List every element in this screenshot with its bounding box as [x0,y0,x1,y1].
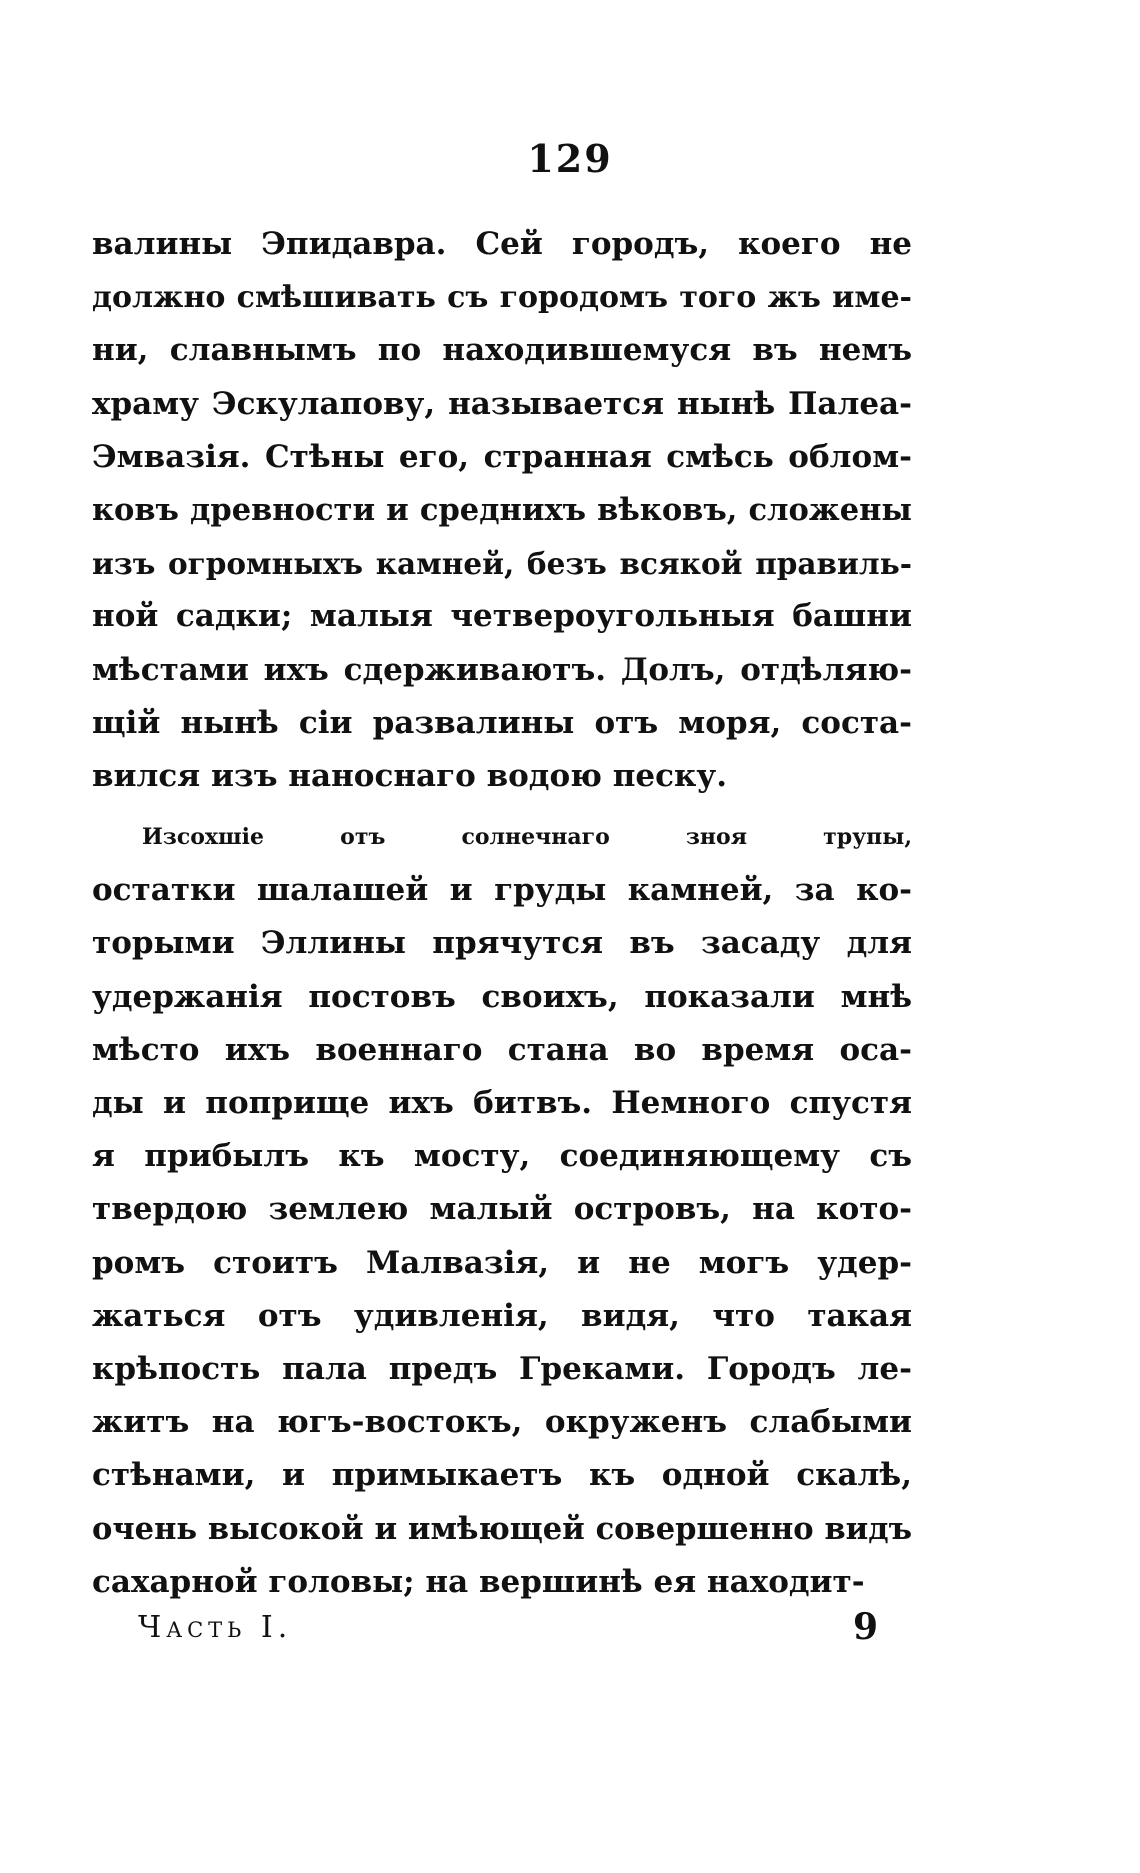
text-line: Эмвазія. Стѣны его, странная смѣсь облом- [92,438,912,475]
text-line: изъ огромныхъ камней, безъ всякой правиль- [92,546,912,582]
text-line: Изсохшіе отъ солнечнаго зноя трупы, [142,824,912,851]
text-body [92,218,912,1609]
text-line: щій нынѣ сіи развалины отъ моря, соста- [92,704,912,741]
text-line: ной садки; малыя четвероугольныя башни [92,598,912,635]
text-line: житъ на югъ-востокъ, окруженъ слабыми [92,1404,912,1441]
page-footer [138,1606,878,1660]
text-line: сахарной головы; на вершинѣ ея находит- [92,1563,865,1600]
text-line: ни, славнымъ по находившемуся въ немъ [92,332,912,369]
text-line: я прибылъ къ мосту, соединяющему съ [92,1138,912,1175]
text-line: храму Эскулапову, называется нынѣ Палеа- [92,385,912,422]
text-line: мѣсто ихъ военнаго стана во время оса- [92,1031,912,1068]
text-line: жаться отъ удивленія, видя, что такая [92,1297,912,1334]
text-line: остатки шалашей и груды камней, за ко- [92,872,912,909]
text-line: ды и поприще ихъ битвъ. Немного спустя [92,1085,912,1121]
text-line: ковъ древности и среднихъ вѣковъ, сложены [92,491,912,528]
text-line: твердою землею малый островъ, на кото- [92,1191,912,1228]
text-line: крѣпость пала предъ Греками. Городъ ле- [92,1350,912,1387]
text-line: ромъ стоитъ Малвазія, и не могъ удер- [92,1244,912,1281]
text-line: вился изъ наноснаго водою песку. [92,757,728,794]
text-line: удержанія постовъ своихъ, показали мнѣ [92,978,912,1015]
part-signature: Часть I. [138,1610,293,1645]
text-line: мѣстами ихъ сдерживаютъ. Долъ, отдѣляю- [92,651,912,688]
paragraphs-container [92,218,912,1609]
text-line: очень высокой и имѣющей совершенно видъ [92,1510,912,1547]
paragraph [92,811,912,1609]
paragraph [92,218,912,803]
text-line: должно смѣшивать съ городомъ того жъ име- [92,280,912,316]
sheet-number: 9 [852,1606,878,1648]
paragraph-gap [92,803,912,811]
text-line: стѣнами, и примыкаетъ къ одной скалѣ, [92,1457,912,1494]
text-line: торыми Эллины прячутся въ засаду для [92,925,912,962]
text-line: валины Эпидавра. Сей городъ, коего не [92,226,912,262]
page-number: 129 [527,136,613,181]
